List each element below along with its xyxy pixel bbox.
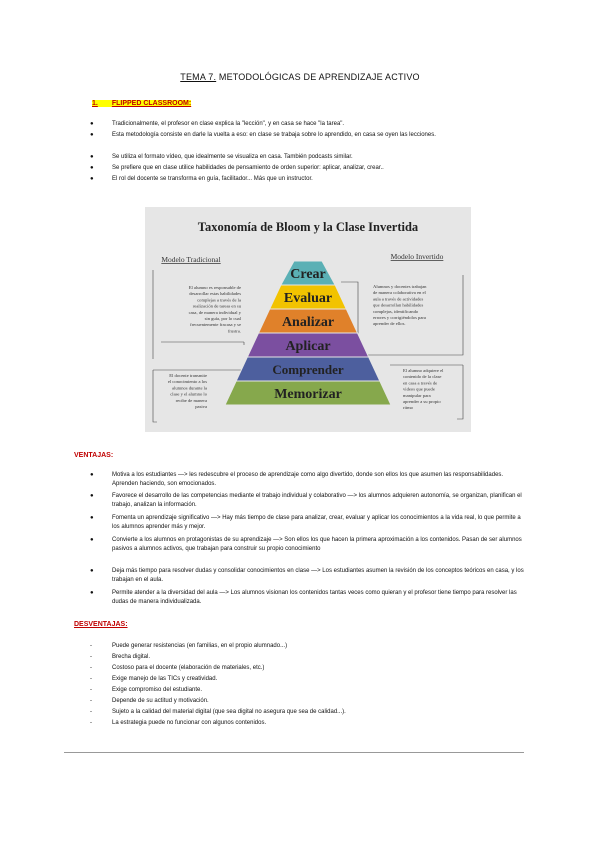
left-text-line: pasiva <box>195 404 207 409</box>
left-text-line: complejas a través de la <box>197 297 241 303</box>
right-text-line: complejas, identificando <box>373 308 419 314</box>
pyramid-label: Crear <box>290 267 326 282</box>
pyramid-label: Memorizar <box>274 387 342 402</box>
pyramid <box>225 261 391 405</box>
bullet-icon: ● <box>90 590 94 596</box>
left-text-line: sin guía, por lo cual <box>204 316 241 321</box>
right-text-line: aula a través de actividades <box>373 296 424 302</box>
left-text-line: recibe de manera <box>175 397 207 403</box>
left-text-line: alumnos durante la <box>172 385 207 391</box>
right-text-line: contenido de la clase <box>403 374 442 380</box>
page-title <box>0 72 600 82</box>
footer-divider <box>64 752 524 753</box>
pyramid-label: Analizar <box>281 315 335 330</box>
right-bracket-bottom <box>457 365 463 419</box>
bullet-icon: ● <box>90 165 94 171</box>
left-text-line: El docente transmite <box>169 373 207 378</box>
right-text-line: El alumno adquiere el <box>403 368 444 373</box>
right-text-top <box>373 284 427 326</box>
right-text-line: en casa a través de <box>403 380 438 386</box>
left-text-bottom <box>168 373 208 409</box>
right-text-line: videos que puede <box>403 386 435 392</box>
left-text-line: El alumno es responsable de <box>188 285 241 290</box>
left-text-line: clase y el alumno lo <box>170 391 207 397</box>
left-text-line: desarrollar estas habilidades <box>189 291 241 297</box>
left-text-line: el conocimiento a los <box>167 379 207 385</box>
right-text-line: errores y corrigiéndolos para <box>373 315 426 320</box>
bullet-icon: ● <box>90 176 94 182</box>
section-index: 1. <box>92 100 98 107</box>
right-text-line: de manera colaborativa en el <box>373 290 426 296</box>
bloom-pyramid-diagram <box>145 207 471 432</box>
right-heading: Modelo Invertido <box>390 252 444 261</box>
left-text-line: frecuentemente fracasa y se <box>190 322 241 328</box>
desventajas-heading: DESVENTAJAS: <box>74 621 128 628</box>
left-bracket-bottom <box>153 370 157 422</box>
bullet-icon: ● <box>90 154 94 160</box>
ventajas-heading: VENTAJAS: <box>74 452 114 459</box>
section-heading-text: FLIPPED CLASSROOM: <box>111 100 192 107</box>
right-text-line: manipular para <box>403 392 431 398</box>
bloom-taxonomy-figure <box>145 207 471 432</box>
title-text: METODOLÓGICAS DE APRENDIZAJE ACTIVO <box>216 72 420 82</box>
left-text-line: realización de tareas en su <box>192 303 241 309</box>
right-text-bottom <box>403 368 444 410</box>
right-text-line: aprender de ellos. <box>373 321 406 327</box>
right-text-line: aprender a su propio <box>403 399 441 404</box>
bullet-icon: ● <box>90 132 94 138</box>
title-number: TEMA 7. <box>180 72 217 82</box>
right-text-line: Alumnos y docentes trabajan <box>373 284 427 289</box>
left-heading: Modelo Tradicional <box>161 255 221 264</box>
right-text-line: ritmo <box>403 405 413 411</box>
pyramid-label: Evaluar <box>283 291 333 306</box>
section-heading-flipped <box>92 100 191 107</box>
bullet-icon: ● <box>90 537 94 543</box>
left-text-line: frustra. <box>227 328 241 334</box>
bullet-icon: ● <box>90 493 94 499</box>
bullet-icon: ● <box>90 121 94 127</box>
bullet-icon: ● <box>90 472 94 478</box>
pyramid-label: Aplicar <box>285 339 331 354</box>
figure-title: Taxonomía de Bloom y la Clase Invertida <box>197 220 419 234</box>
bullet-icon: ● <box>90 515 94 521</box>
pyramid-label: Comprender <box>272 362 344 377</box>
left-text-top <box>189 285 242 333</box>
bullet-icon: ● <box>90 568 94 574</box>
right-text-line: que desarrollan habilidades <box>373 302 424 308</box>
left-text-line: casa, de manera individual y <box>188 309 241 315</box>
